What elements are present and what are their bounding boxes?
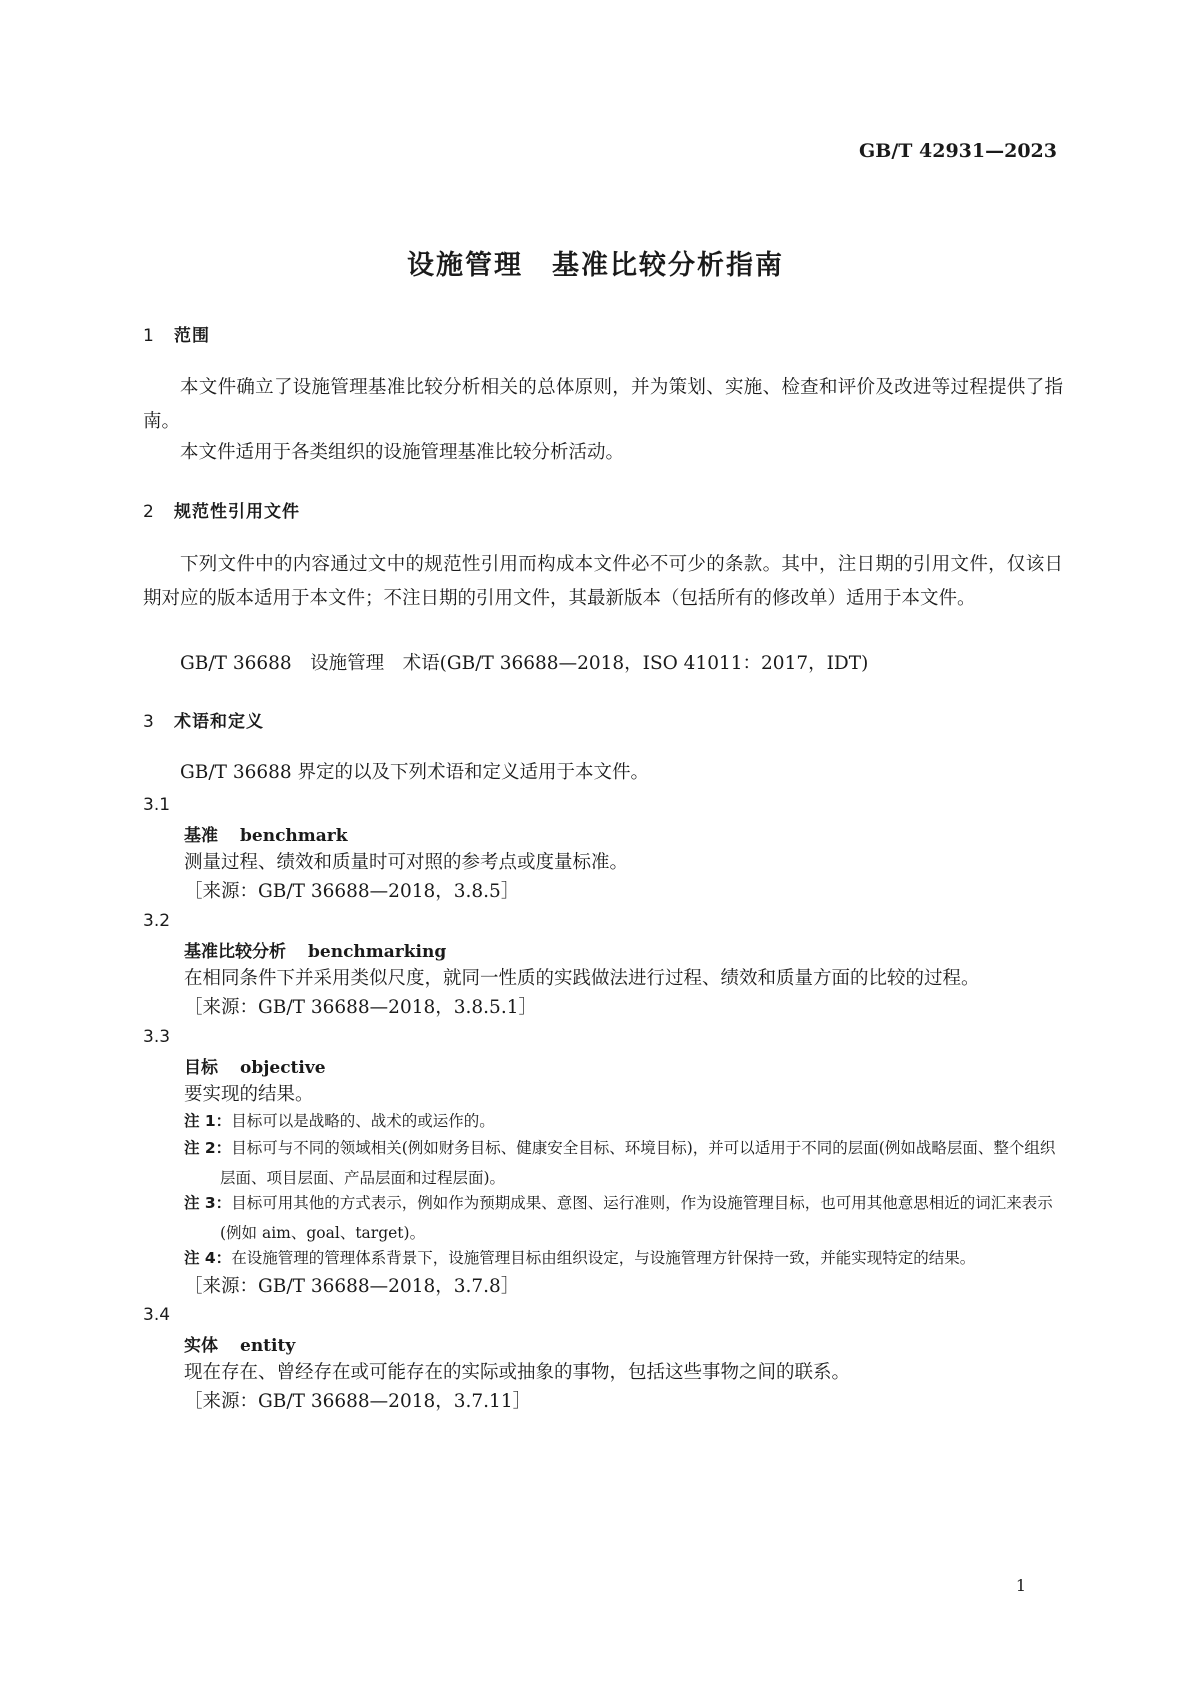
section-2-paragraph-1: 下列文件中的内容通过文中的规范性引用而构成本文件必不可少的条款。其中，注日期的引用文件，仅该日期对应的版本适用于本文件；不注日期的引用文件，其最新版本（包括所有的修改单）适用于本文件。 bbox=[143, 554, 1063, 609]
term-entry bbox=[184, 937, 446, 962]
term-zh: 基准比较分析 bbox=[184, 942, 286, 962]
term-entry bbox=[184, 1053, 326, 1078]
note-text: 在设施管理的管理体系背景下，设施管理目标由组织设定，与设施管理方针保持一致，并能实现特定的结果。 bbox=[231, 1249, 976, 1267]
section-3-intro: GB/T 36688 界定的以及下列术语和定义适用于本文件。 bbox=[180, 762, 650, 783]
term-definition: 要实现的结果。 bbox=[184, 1084, 314, 1105]
note-text: 目标可以是战略的、战术的或运作的。 bbox=[231, 1112, 495, 1130]
term-note bbox=[184, 1106, 1064, 1136]
section-1-paragraph-1: 本文件确立了设施管理基准比较分析相关的总体原则，并为策划、实施、检查和评价及改进等过程提供了指南。 bbox=[143, 377, 1063, 432]
term-source: ［来源：GB/T 36688—2018，3.8.5.1］ bbox=[184, 997, 537, 1018]
term-source: ［来源：GB/T 36688—2018，3.8.5］ bbox=[184, 881, 520, 902]
term-definition: 测量过程、绩效和质量时可对照的参考点或度量标准。 bbox=[184, 852, 629, 873]
section-1-paragraph-2: 本文件适用于各类组织的设施管理基准比较分析活动。 bbox=[180, 442, 625, 463]
term-definition: 现在存在、曾经存在或可能存在的实际或抽象的事物，包括这些事物之间的联系。 bbox=[184, 1362, 851, 1383]
section-1-heading bbox=[143, 321, 210, 346]
term-entry bbox=[184, 821, 348, 846]
page-number: 1 bbox=[1015, 1576, 1026, 1595]
section-3-heading bbox=[143, 707, 264, 732]
term-number: 3.4 bbox=[143, 1305, 171, 1325]
term-zh: 实体 bbox=[184, 1336, 218, 1356]
term-number: 3.3 bbox=[143, 1027, 171, 1047]
note-text: 目标可用其他的方式表示，例如作为预期成果、意图、运行准则，作为设施管理目标，也可用其他意思相近的词汇来表示(例如 aim、goal、target)。 bbox=[220, 1194, 1053, 1242]
section-title: 术语和定义 bbox=[174, 712, 264, 732]
term-en: benchmarking bbox=[308, 942, 447, 962]
section-2-heading bbox=[143, 497, 300, 522]
term-note bbox=[184, 1188, 1064, 1248]
term-entry bbox=[184, 1331, 295, 1356]
term-en: entity bbox=[240, 1336, 296, 1356]
section-title: 规范性引用文件 bbox=[174, 502, 300, 522]
section-title: 范围 bbox=[174, 326, 210, 346]
normative-reference: GB/T 36688 设施管理 术语(GB/T 36688—2018，ISO 41011：2017，IDT) bbox=[180, 653, 869, 674]
term-en: objective bbox=[240, 1058, 326, 1078]
note-text: 目标可与不同的领域相关(例如财务目标、健康安全目标、环境目标)，并可以适用于不同的层面(例如战略层面、整个组织层面、项目层面、产品层面和过程层面)。 bbox=[220, 1139, 1056, 1187]
note-label: 注 2： bbox=[184, 1139, 232, 1157]
section-number: 2 bbox=[143, 502, 155, 522]
term-zh: 基准 bbox=[184, 826, 218, 846]
section-number: 1 bbox=[143, 326, 155, 346]
term-number: 3.2 bbox=[143, 911, 171, 931]
note-label: 注 4： bbox=[184, 1249, 232, 1267]
section-number: 3 bbox=[143, 712, 155, 732]
term-en: benchmark bbox=[240, 826, 348, 846]
term-source: ［来源：GB/T 36688—2018，3.7.8］ bbox=[184, 1276, 520, 1297]
standard-code: GB/T 42931—2023 bbox=[859, 140, 1057, 162]
page-title: 设施管理 基准比较分析指南 bbox=[407, 250, 784, 281]
term-number: 3.1 bbox=[143, 795, 171, 815]
term-zh: 目标 bbox=[184, 1058, 218, 1078]
note-label: 注 3： bbox=[184, 1194, 232, 1212]
term-note bbox=[184, 1133, 1064, 1193]
term-definition: 在相同条件下并采用类似尺度，就同一性质的实践做法进行过程、绩效和质量方面的比较的过程。 bbox=[184, 968, 980, 989]
note-label: 注 1： bbox=[184, 1112, 232, 1130]
term-source: ［来源：GB/T 36688—2018，3.7.11］ bbox=[184, 1391, 532, 1412]
term-note bbox=[184, 1243, 1084, 1273]
